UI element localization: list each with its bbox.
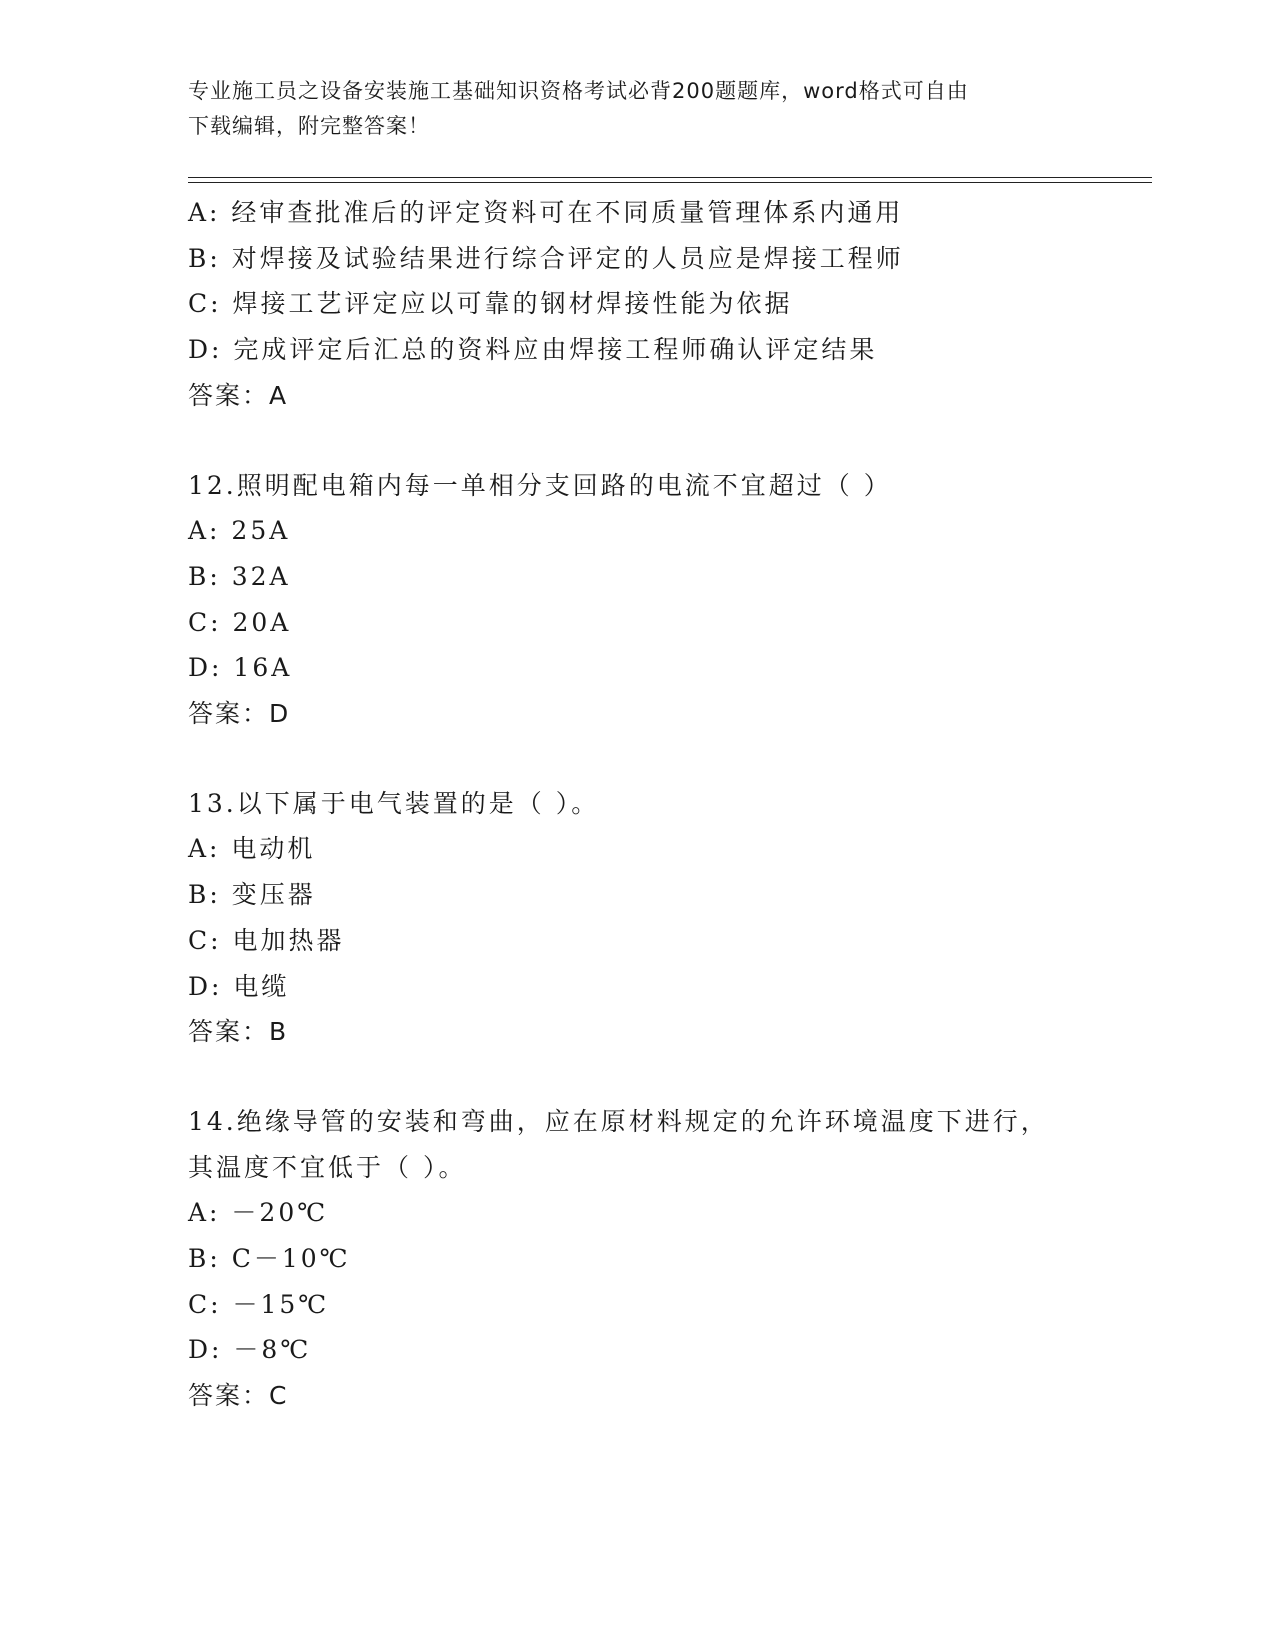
spacer [188,419,1128,463]
answer: 答案：D [188,699,291,729]
option-b: B: 对焊接及试验结果进行综合评定的人员应是焊接工程师 [188,243,904,273]
option-d: D: －8℃ [188,1335,312,1365]
question-stem-line-2: 其温度不宜低于（ ）。 [188,1152,467,1182]
option-c: C: －15℃ [188,1289,330,1319]
option-b: B: 32A [188,561,291,591]
option-b: B: 变压器 [188,880,316,910]
option-d: D: 完成评定后汇总的资料应由焊接工程师确认评定结果 [188,335,878,365]
answer: 答案：C [188,1381,289,1411]
option-d: D: 电缆 [188,971,290,1001]
answer: 答案：A [188,380,289,410]
question-11 [188,190,1128,419]
option-c: C: 焊接工艺评定应以可靠的钢材焊接性能为依据 [188,289,793,319]
spacer [188,1055,1128,1099]
header-line-1: 专业施工员之设备安装施工基础知识资格考试必背200题题库，word格式可自由 [188,79,969,103]
option-c: C: 20A [188,607,292,637]
header-line-2: 下载编辑，附完整答案！ [188,114,430,138]
question-list [188,190,1128,1419]
option-a: A: 25A [188,516,291,546]
option-a: A: 电动机 [188,834,316,864]
header-divider-top [188,177,1152,178]
question-stem: 12.照明配电箱内每一单相分支回路的电流不宜超过（ ） [188,470,892,500]
option-a: A: －20℃ [188,1198,329,1228]
answer: 答案：B [188,1017,289,1047]
header-divider-bottom [188,182,1152,183]
spacer [188,737,1128,781]
option-b: B: C－10℃ [188,1244,351,1274]
question-13 [188,781,1128,1055]
question-stem: 13.以下属于电气装置的是（ ）。 [188,788,600,818]
option-a: A: 经审查批准后的评定资料可在不同质量管理体系内通用 [188,198,904,227]
option-c: C: 电加热器 [188,925,345,955]
document-header [188,74,1088,144]
option-d: D: 16A [188,653,293,683]
question-14 [188,1099,1128,1419]
question-stem-line-1: 14.绝缘导管的安装和弯曲，应在原材料规定的允许环境温度下进行， [188,1106,1049,1136]
question-12 [188,463,1128,737]
